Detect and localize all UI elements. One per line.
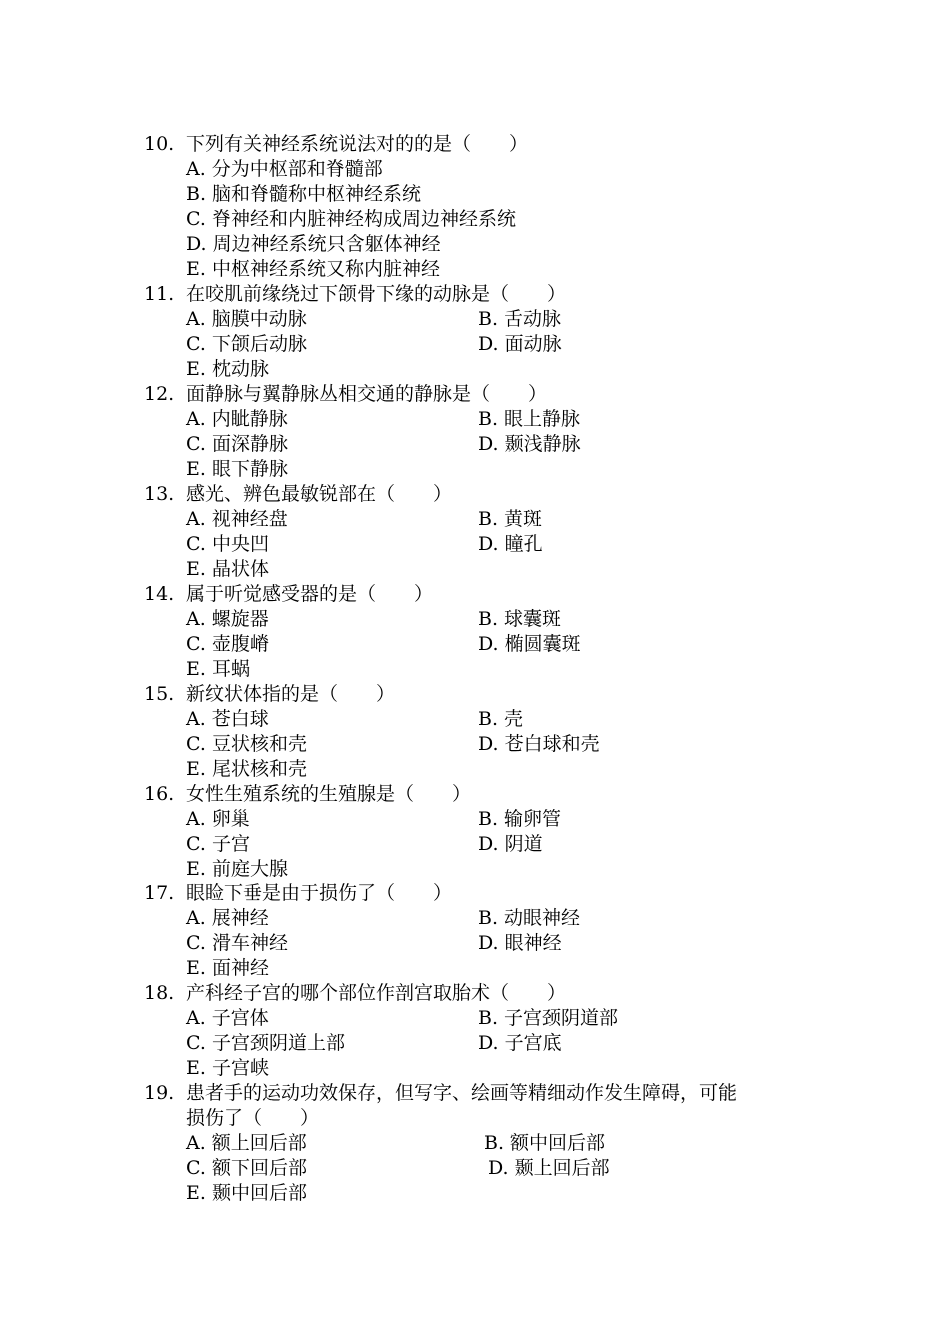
option-b: B. 眼上静脉 bbox=[478, 408, 581, 430]
option-c: C. 壶腹嵴 bbox=[186, 633, 269, 655]
question-text: 在咬肌前缘绕过下颌骨下缘的动脉是（ ） bbox=[186, 283, 567, 305]
question-number: 16. bbox=[144, 783, 175, 805]
option-row bbox=[144, 457, 824, 482]
option-row bbox=[144, 757, 824, 782]
option-row bbox=[144, 1156, 824, 1181]
option-row bbox=[144, 1131, 824, 1156]
option-a: A. 苍白球 bbox=[186, 708, 269, 730]
option-b: B. 动眼神经 bbox=[478, 907, 581, 929]
option-e: E. 耳蜗 bbox=[186, 658, 250, 680]
question-stem bbox=[144, 682, 824, 707]
question-17 bbox=[144, 881, 824, 981]
question-text: 面静脉与翼静脉丛相交通的静脉是（ ） bbox=[186, 383, 548, 405]
option-a: A. 子宫体 bbox=[186, 1007, 269, 1029]
question-number: 17. bbox=[144, 882, 175, 904]
option-row bbox=[144, 1006, 824, 1031]
question-number: 15. bbox=[144, 683, 175, 705]
option-row bbox=[144, 607, 824, 632]
question-stem bbox=[144, 382, 824, 407]
option-c: C. 下颌后动脉 bbox=[186, 333, 307, 355]
option-c: C. 额下回后部 bbox=[186, 1157, 307, 1179]
option-row bbox=[144, 857, 824, 882]
option-row bbox=[144, 632, 824, 657]
option-e: E. 尾状核和壳 bbox=[186, 758, 307, 780]
question-stem bbox=[144, 881, 824, 906]
option-d: D. 面动脉 bbox=[478, 333, 562, 355]
option-b: B. 壳 bbox=[478, 708, 524, 730]
option-c: C. 面深静脉 bbox=[186, 433, 288, 455]
option-e: E. 子宫峡 bbox=[186, 1057, 269, 1079]
option-d: D. 眼神经 bbox=[478, 932, 562, 954]
option-e: E. 中枢神经系统又称内脏神经 bbox=[186, 258, 440, 280]
option-d: D. 周边神经系统只含躯体神经 bbox=[186, 233, 441, 255]
question-number: 14. bbox=[144, 583, 175, 605]
question-stem bbox=[144, 1081, 824, 1106]
question-stem-continued bbox=[144, 1106, 824, 1131]
option-e: E. 眼下静脉 bbox=[186, 458, 288, 480]
question-stem bbox=[144, 482, 824, 507]
option-d: D. 椭圆囊斑 bbox=[478, 633, 581, 655]
option-a: A. 视神经盘 bbox=[186, 508, 288, 530]
question-number: 19. bbox=[144, 1082, 175, 1104]
option-row bbox=[144, 507, 824, 532]
question-stem bbox=[144, 282, 824, 307]
option-d: D. 阴道 bbox=[478, 833, 543, 855]
question-13 bbox=[144, 482, 824, 582]
option-row bbox=[144, 1181, 824, 1206]
question-16 bbox=[144, 782, 824, 882]
question-text: 患者手的运动功效保存，但写字、绘画等精细动作发生障碍，可能 bbox=[186, 1082, 738, 1104]
option-b: B. 子宫颈阴道部 bbox=[478, 1007, 619, 1029]
option-row bbox=[144, 432, 824, 457]
question-text: 感光、辨色最敏锐部在（ ） bbox=[186, 483, 453, 505]
option-a: A. 脑膜中动脉 bbox=[186, 308, 307, 330]
question-text: 产科经子宫的哪个部位作剖宫取胎术（ ） bbox=[186, 982, 567, 1004]
option-row bbox=[144, 1031, 824, 1056]
option-row bbox=[144, 1056, 824, 1081]
option-d: D. 子宫底 bbox=[478, 1032, 562, 1054]
question-number: 10. bbox=[144, 133, 175, 155]
question-text: 下列有关神经系统说法对的的是（ ） bbox=[186, 133, 529, 155]
option-a: A. 螺旋器 bbox=[186, 608, 269, 630]
option-row bbox=[144, 532, 824, 557]
option-d: D. 瞳孔 bbox=[478, 533, 543, 555]
question-11 bbox=[144, 282, 824, 382]
option-d: D. 颞浅静脉 bbox=[478, 433, 581, 455]
question-text: 眼睑下垂是由于损伤了（ ） bbox=[186, 882, 453, 904]
option-e: E. 晶状体 bbox=[186, 558, 269, 580]
question-text: 新纹状体指的是（ ） bbox=[186, 683, 396, 705]
question-14 bbox=[144, 582, 824, 682]
question-text: 属于听觉感受器的是（ ） bbox=[186, 583, 434, 605]
option-row bbox=[144, 832, 824, 857]
option-row bbox=[144, 707, 824, 732]
option-a: A. 分为中枢部和脊髓部 bbox=[186, 158, 383, 180]
question-15 bbox=[144, 682, 824, 782]
option-c: C. 子宫颈阴道上部 bbox=[186, 1032, 345, 1054]
option-b: B. 舌动脉 bbox=[478, 308, 562, 330]
question-stem bbox=[144, 582, 824, 607]
option-row bbox=[144, 332, 824, 357]
option-row bbox=[144, 956, 824, 981]
question-number: 11. bbox=[144, 283, 175, 305]
option-e: E. 枕动脉 bbox=[186, 358, 269, 380]
option-c: C. 中央凹 bbox=[186, 533, 269, 555]
option-row bbox=[144, 732, 824, 757]
question-10 bbox=[144, 132, 824, 282]
option-a: A. 额上回后部 bbox=[186, 1132, 307, 1154]
option-d: D. 苍白球和壳 bbox=[478, 733, 600, 755]
option-c: C. 脊神经和内脏神经构成周边神经系统 bbox=[186, 208, 516, 230]
question-text-line2: 损伤了（ ） bbox=[186, 1107, 320, 1129]
option-b: B. 脑和脊髓称中枢神经系统 bbox=[186, 183, 422, 205]
question-number: 18. bbox=[144, 982, 175, 1004]
option-a: A. 卵巢 bbox=[186, 808, 250, 830]
question-stem bbox=[144, 782, 824, 807]
question-19 bbox=[144, 1081, 824, 1206]
option-row bbox=[144, 807, 824, 832]
option-b: B. 球囊斑 bbox=[478, 608, 562, 630]
option-b: B. 额中回后部 bbox=[484, 1132, 606, 1154]
option-row bbox=[144, 906, 824, 931]
option-a: A. 内眦静脉 bbox=[186, 408, 288, 430]
question-stem bbox=[144, 981, 824, 1006]
option-e: E. 颞中回后部 bbox=[186, 1182, 307, 1204]
question-number: 13. bbox=[144, 483, 175, 505]
option-c: C. 滑车神经 bbox=[186, 932, 288, 954]
option-row bbox=[144, 357, 824, 382]
option-row bbox=[144, 407, 824, 432]
question-stem bbox=[144, 132, 824, 157]
question-number: 12. bbox=[144, 383, 175, 405]
option-c: C. 子宫 bbox=[186, 833, 250, 855]
option-d: D. 颞上回后部 bbox=[488, 1157, 610, 1179]
question-12 bbox=[144, 382, 824, 482]
option-row bbox=[144, 307, 824, 332]
option-a: A. 展神经 bbox=[186, 907, 269, 929]
option-row bbox=[144, 931, 824, 956]
option-b: B. 输卵管 bbox=[478, 808, 562, 830]
question-text: 女性生殖系统的生殖腺是（ ） bbox=[186, 783, 472, 805]
question-18 bbox=[144, 981, 824, 1081]
option-row bbox=[144, 657, 824, 682]
option-c: C. 豆状核和壳 bbox=[186, 733, 307, 755]
option-e: E. 前庭大腺 bbox=[186, 858, 288, 880]
option-b: B. 黄斑 bbox=[478, 508, 543, 530]
option-row bbox=[144, 557, 824, 582]
option-e: E. 面神经 bbox=[186, 957, 269, 979]
